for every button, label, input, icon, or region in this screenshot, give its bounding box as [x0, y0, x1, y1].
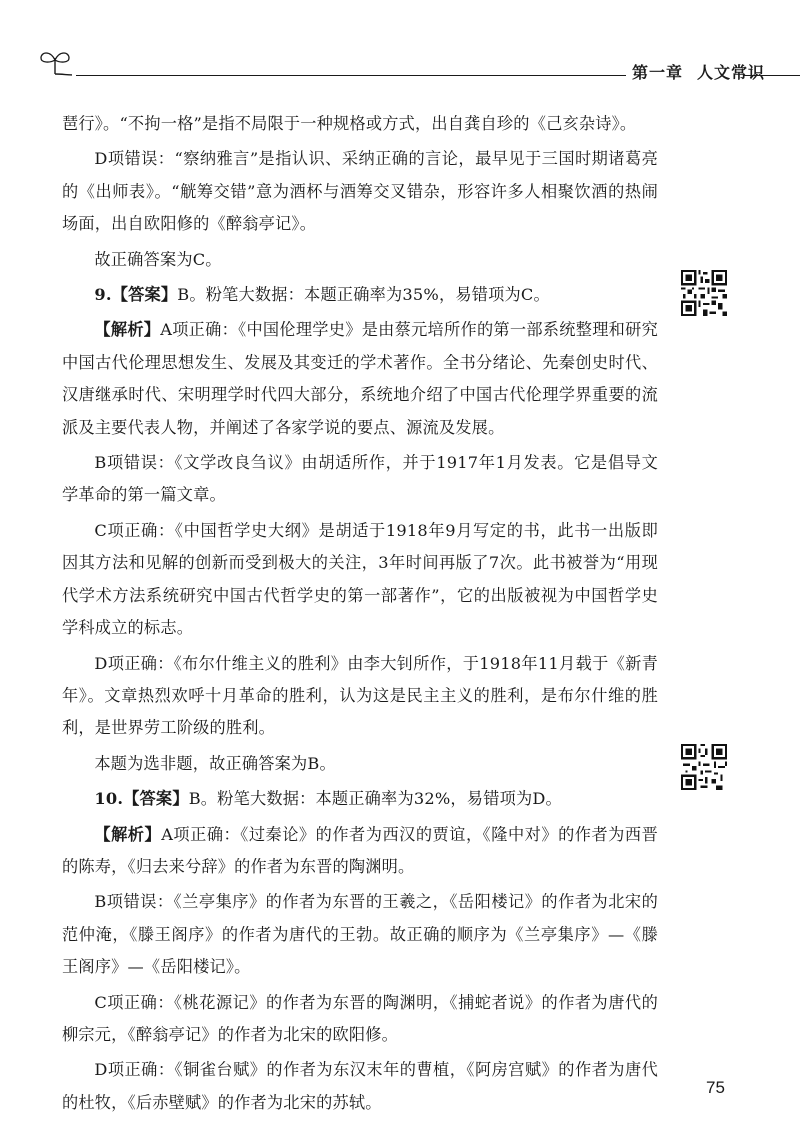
header-rule-right [744, 75, 800, 76]
paragraph: 【解析】A项正确：《过秦论》的作者为西汉的贾谊，《隆中对》的作者为西晋的陈寿，《归去来兮辞》的作者为东晋的陶渊明。 [62, 824, 658, 876]
running-header [38, 46, 800, 82]
qr-code-icon[interactable] [681, 744, 727, 790]
paragraph: 本题为选非题，故正确答案为B。 [94, 753, 336, 773]
analysis-tag: 【解析】 [94, 320, 161, 340]
paragraph: 【解析】A项正确：《中国伦理学史》是由蔡元培所作的第一部系统整理和研究中国古代伦理思想发生、发展及其变迁的学术著作。全书分绪论、先秦创史时代、汉唐继承时代、宋明理学时代四大部分，系统地介绍了中国古代伦理学界重要的流派及主要代表人物，并阐述了各家学说的要点、源流及发展。 [62, 320, 658, 437]
answer-heading: 10.【答案】B。粉笔大数据：本题正确率为32%，易错项为D。 [94, 789, 562, 809]
answer-heading: 9.【答案】B。粉笔大数据：本题正确率为35%，易错项为C。 [94, 285, 550, 305]
paragraph: D项正确：《布尔什维主义的胜利》由李大钊所作，于1918年11月载于《新青年》。文章热烈欢呼十月革命的胜利，认为这是民主主义的胜利，是布尔什维的胜利，是世界劳工阶级的胜利。 [62, 653, 658, 738]
chapter-number: 第一章 [632, 63, 684, 82]
chapter-title [632, 60, 765, 83]
paragraph: D项错误：“察纳雅言”是指认识、采纳正确的言论，最早见于三国时期诸葛亮的《出师表》。“觥筹交错”意为酒杯与酒筹交叉错杂，形容许多人相聚饮酒的热闹场面，出自欧阳修的《醉翁亭记》。 [62, 149, 658, 234]
section-title: 人文常识 [697, 63, 766, 82]
paragraph: B项错误：《文学改良刍议》由胡适所作，并于1917年1月发表。它是倡导文学革命的第一篇文章。 [62, 453, 658, 505]
answer-tag: 10.【答案】 [94, 789, 189, 809]
paragraph: D项正确：《铜雀台赋》的作者为东汉末年的曹植，《阿房宫赋》的作者为唐代的杜牧，《后赤壁赋》的作者为北宋的苏轼。 [62, 1060, 658, 1112]
qr-code-icon[interactable] [681, 270, 727, 316]
answer-tag: 9.【答案】 [94, 285, 178, 305]
paragraph: B项错误：《兰亭集序》的作者为东晋的王羲之，《岳阳楼记》的作者为北宋的范仲淹，《滕王阁序》的作者为唐代的王勃。故正确的顺序为《兰亭集序》—《滕王阁序》—《岳阳楼记》。 [62, 892, 658, 977]
body-text [62, 108, 658, 1122]
paragraph: 琶行》。“不拘一格”是指不局限于一种规格或方式，出自龚自珍的《己亥杂诗》。 [62, 114, 637, 133]
analysis-tag: 【解析】 [94, 824, 162, 844]
paragraph: C项正确：《桃花源记》的作者为东晋的陶渊明，《捕蛇者说》的作者为唐代的柳宗元，《醉翁亭记》的作者为北宋的欧阳修。 [62, 992, 658, 1044]
paragraph: 故正确答案为C。 [94, 249, 222, 269]
page-number: 75 [706, 1078, 725, 1097]
sprout-icon [38, 46, 72, 76]
paragraph: C项正确：《中国哲学史大纲》是胡适于1918年9月写定的书，此书一出版即因其方法和见解的创新而受到极大的关注，3年时间再版了7次。此书被誉为“用现代学术方法系统研究中国古代哲学史的第一部著作”，它的出版被视为中国哲学史学科成立的标志。 [62, 520, 658, 638]
header-rule-left [76, 75, 626, 76]
